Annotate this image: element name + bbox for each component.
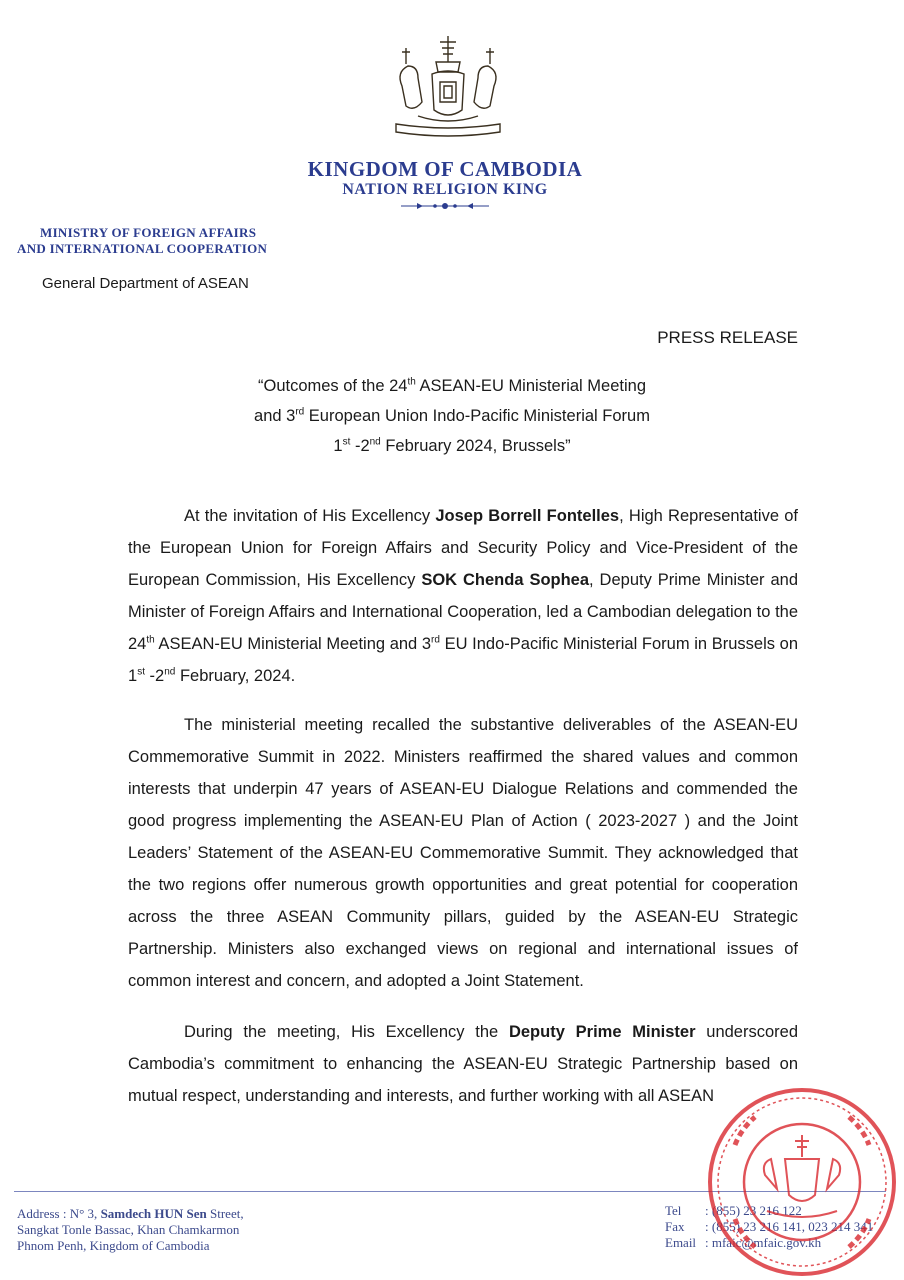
deputy-prime-minister-bold: Deputy Prime Minister — [508, 1023, 696, 1041]
press-release-label: PRESS RELEASE — [657, 328, 798, 347]
name-josep-borrell: Josep Borrell Fontelles — [435, 507, 620, 525]
ministry-name-line1: MINISTRY OF FOREIGN AFFAIRS — [40, 225, 257, 240]
title-line-2: and 3rd European Union Indo-Pacific Ministerial Forum — [254, 406, 650, 425]
national-motto: NATION RELIGION KING — [342, 181, 548, 198]
official-seal-stamp — [705, 1085, 900, 1280]
department-name: General Department of ASEAN — [42, 275, 249, 292]
name-sok-chenda-sophea: SOK Chenda Sophea — [421, 571, 590, 589]
paragraph-2: The ministerial meeting recalled the substantive deliverables of the ASEAN-EU Commemorative Summit in 2022. Ministers reaffirmed the shared values and common interests that underpin 47 years of ASEAN-EU Dialogue Relations and commended the good progress implementing the ASEAN-EU Plan of Action ( 2023-2027 ) and the Joint Leaders’ Statement of the ASEAN-EU Commemorative Summit. They acknowledged that the two regions offer numerous growth opportunities and great potential for cooperation across the three ASEAN Community pillars, guided by the ASEAN-EU Strategic Partnership. Ministers also exchanged views on regional and international issues of common interest and concern, and adopted a Joint Statement. — [128, 716, 798, 990]
royal-coat-of-arms-emblem — [388, 32, 508, 144]
ornament-divider — [395, 199, 495, 213]
ministry-name-line2: AND INTERNATIONAL COOPERATION — [17, 241, 268, 256]
footer-contact: Tel : (855) 23 216 122 Fax : (855) 23 216 141, 023 214 341 Email : mfaic@mfaic.gov.kh — [665, 1203, 874, 1250]
footer-address: Address : N° 3, Samdech HUN Sen Street, Sangkat Tonle Bassac, Khan Chamkarmon Phnom Penh, Kingdom of Cambodia — [17, 1206, 244, 1253]
title-line-3: 1st -2nd February 2024, Brussels” — [333, 436, 571, 455]
paragraph-1: At the invitation of His Excellency Josep Borrell Fontelles, High Representative of the European Union for Foreign Affairs and Security Policy and Vice-President of the European Commission, His Excellency SOK Chenda Sophea, Deputy Prime Minister and Minister of Foreign Affairs and International Cooperation, led a Cambodian delegation to the 24th ASEAN-EU Ministerial Meeting and 3rd EU Indo-Pacific Ministerial Forum in Brussels on 1st -2nd February, 2024. — [128, 507, 799, 685]
paragraph-3: During the meeting, His Excellency the Deputy Prime Minister underscored Cambodia’s commitment to enhancing the ASEAN-EU Strategic Partnership based on mutual respect, understanding and interests, and further working with all ASEAN — [128, 1023, 798, 1105]
title-line-1: “Outcomes of the 24th ASEAN-EU Ministerial Meeting — [257, 376, 646, 395]
kingdom-title: KINGDOM OF CAMBODIA — [307, 157, 583, 181]
